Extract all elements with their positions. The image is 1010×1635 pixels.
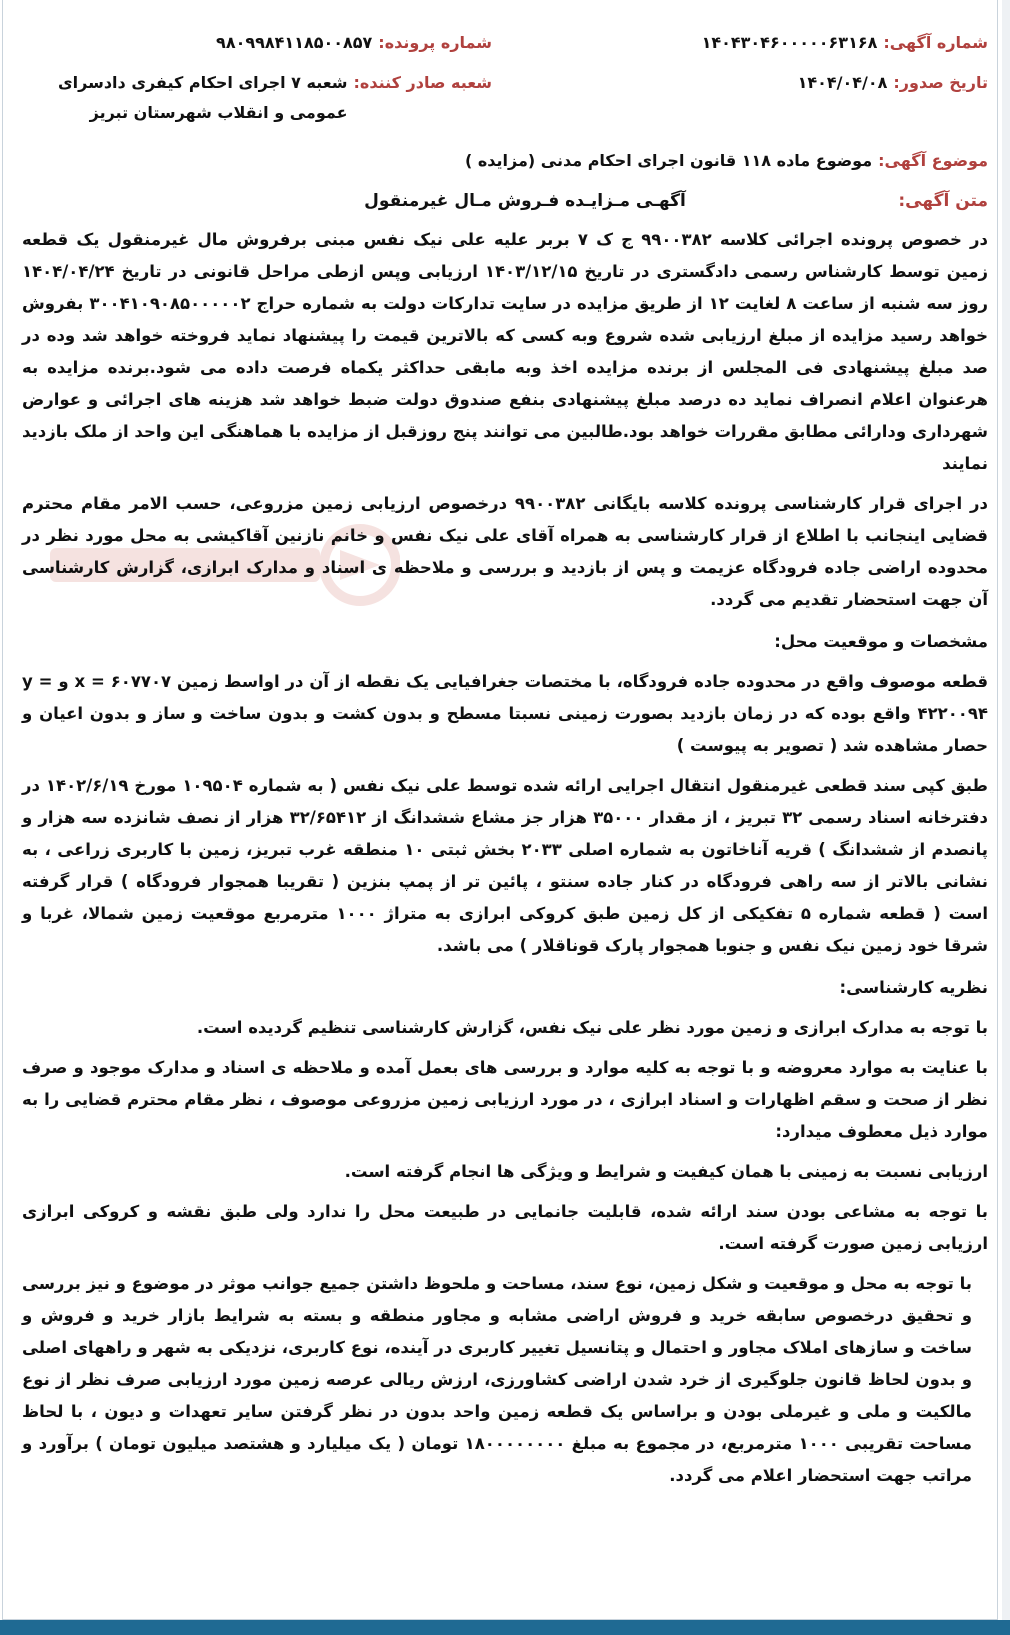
meta-row-1 xyxy=(22,28,988,58)
paragraph-opinion-4: با توجه به مشاعی بودن سند ارائه شده، قابلیت جانمایی در طبیعت محل را ندارد ولی طبق نقشه و کروکی ابرازی ارزیابی زمین صورت گرفته است. xyxy=(22,1202,988,1253)
notice-title: آگهـی مـزایـده فـروش مـال غیرمنقول xyxy=(364,191,686,211)
issue-date-label: تاریخ صدور: xyxy=(893,73,988,92)
case-number: ۹۸۰۹۹۸۴۱۱۸۵۰۰۸۵۷ xyxy=(216,33,373,52)
paragraph-appraisal-order: در اجرای قرار کارشناسی پرونده کلاسه بایگانی ۹۹۰۰۳۸۲ درخصوص ارزیابی زمین مزروعی، حسب الامر مقام محترم قضایی اینجانب با اطلاع از قرار کارشناسی به همراه آقای علی نیک نفس و خانم نازنین آقاکیشی به محل مورد نظر در محدوده اراضی جاده فرودگاه عزیمت و پس از بازدید و بررسی و ملاحظه ی اسناد و مدارک ابرازی، گزارش کارشناسی آن جهت استحضار تقدیم می گردد. xyxy=(22,494,988,609)
issuer-label: شعبه صادر کننده: xyxy=(353,73,492,92)
case-number-label: شماره پرونده: xyxy=(378,33,492,52)
issue-date: ۱۴۰۴/۰۴/۰۸ xyxy=(797,73,888,92)
paragraph-valuation: با توجه به محل و موقعیت و شکل زمین، نوع سند، مساحت و ملحوظ داشتن جمیع جوانب موثر در موضوع و نیز بررسی و تحقیق درخصوص سابقه خرید و فروش اراضی مشابه و مجاور منطقه و بسته به شرایط بازار خرید و فروش و ساخت و سازهای املاک مجاور و احتمال و پتانسیل تغییر کاربری در آینده، نوع کاربری، نزدیکی به شهر و راههای اصلی و بدون لحاظ قانون جلوگیری از خرد شدن اراضی کشاورزی، ارزش ریالی عرصه زمین مورد ارزیابی صرف نظر از نوع مالکیت و ملی و غیرملی بودن و براساس یک قطعه زمین واحد بدون در نظر گرفتن سایر تعهدات و دیون ، با لحاظ مساحت تقریبی ۱۰۰۰ مترمربع، در مجموع به مبلغ ۱۸۰۰۰۰۰۰۰۰ تومان ( یک میلیارد و هشتصد میلیون تومان ) برآورد و مراتب جهت استحضار اعلام می گردد. xyxy=(22,1274,972,1485)
scrollbar[interactable] xyxy=(1002,0,1010,1620)
meta-row-2 xyxy=(22,68,988,128)
issue-date-field xyxy=(798,68,988,98)
paragraph-opinion-3: ارزیابی نسبت به زمینی با همان کیفیت و شرایط و ویژگی ها انجام گرفته است. xyxy=(344,1162,988,1181)
bottom-bar xyxy=(0,1620,1010,1635)
heading-expert-opinion: نظریه کارشناسی: xyxy=(839,978,988,997)
paragraph-coordinates: قطعه موصوف واقع در محدوده جاده فرودگاه، با مختصات جغرافیایی یک نقطه از آن در اواسط زمین x = ۶۰۷۷۰۷ و y = ۴۲۲۰۰۹۴ واقع بوده که در زمان بازدید بصورت زمینی نسبتا مسطح و بدون کشت و بدون ساخت و ساز و بدون اعیان و حصار مشاهده شد ( تصویر به پیوست ) xyxy=(22,672,989,755)
paragraph-deed: طبق کپی سند قطعی غیرمنقول انتقال اجرایی ارائه شده توسط علی نیک نفس ( به شماره ۱۰۹۵۰۴ مورخ ۱۴۰۲/۶/۱۹ در دفترخانه اسناد رسمی ۳۲ تبریز ، از مقدار ۳۵۰۰۰ هزار جز مشاع ششدانگ از ۳۲/۶۵۴۱۲ هزار از نصف شانزده سه هزار و پانصدم از ششدانگ ) قریه آناخاتون به شماره اصلی ۲۰۳۳ بخش ثبتی ۱۰ منطقه غرب تبریز، زمین با کاربری زراعی ، به نشانی بالاتر از سه راهی فرودگاه در کنار جاده سنتو ، پائین تر از پمپ بنزین ( تقریبا همجوار فرودگاه ) قرار گرفته است ( قطعه شماره ۵ تفکیکی از کل زمین طبق کروکی ابرازی به متراژ ۱۰۰۰ مترمربع موقعیت زمین شمالا، غربا و شرقا خود زمین نیک نفس و جنوبا همجوار پارک قوناقلار ) می باشد. xyxy=(22,776,989,955)
subject-field xyxy=(22,146,988,176)
subject-label: موضوع آگهی: xyxy=(878,151,988,170)
case-number-field xyxy=(22,28,492,58)
issuer: شعبه ۷ اجرای احکام کیفری دادسرای عمومی و انقلاب شهرستان تبریز xyxy=(58,73,348,122)
notice-number: ۱۴۰۴۳۰۴۶۰۰۰۰۰۶۳۱۶۸ xyxy=(701,33,878,52)
paragraph-opinion-2: با عنایت به موارد معروضه و با توجه به کلیه موارد و بررسی های بعمل آمده و ملاحظه ی اسناد و مدارک موجود و صرف نظر از صحت و سقم اظهارات و اسناد ابرازی ، در مورد ارزیابی زمین مزروعی موصوف ، نظر مقام محترم قضایی را به موارد ذیل معطوف میدارد: xyxy=(22,1058,988,1141)
issuer-field xyxy=(22,68,492,128)
notice-title-row xyxy=(22,186,988,216)
heading-location: مشخصات و موقعیت محل: xyxy=(774,632,988,651)
notice-content xyxy=(22,28,988,1492)
text-label: متن آگهی: xyxy=(898,191,988,211)
subject: موضوع ماده ۱۱۸ قانون اجرای احکام مدنی (مزایده ) xyxy=(464,151,873,170)
paragraph-opinion-1: با توجه به مدارک ابرازی و زمین مورد نظر علی نیک نفس، گزارش کارشناسی تنظیم گردیده است. xyxy=(196,1018,988,1037)
notice-number-field xyxy=(702,28,988,58)
paragraph-auction: در خصوص پرونده اجرائی کلاسه ۹۹۰۰۳۸۲ ج ک ۷ بربر علیه علی نیک نفس مبنی برفروش مال غیرمنقول یک قطعه زمین توسط کارشناس رسمی دادگستری در تاریخ ۱۴۰۳/۱۲/۱۵ ارزیابی وپس ازطی مراحل قانونی در تاریخ ۱۴۰۴/۰۴/۲۴ روز سه شنبه از ساعت ۸ لغایت ۱۲ از طریق مزایده در سایت تدارکات دولت به شماره حراج ۳۰۰۴۱۰۹۰۸۵۰۰۰۰۰۲ بفروش خواهد رسید مزایده از مبلغ ارزیابی شده شروع وبه کسی که بالاترین قیمت را پیشنهاد نماید فروخته خواهد شد وده در صد مبلغ پیشنهادی فی المجلس از برنده مزایده اخذ وبه مابقی حداکثر یکماه فرصت داده می شود.برنده مزایده به هرعنوان اعلام انصراف نماید ده درصد مبلغ پیشنهادی بنفع صندوق دولت ضبط خواهد شد هزینه های اجرائی و عوارض شهرداری ودارائی مطابق مقررات خواهد بود.طالبین می توانند پنج روزقبل از مزایده با هماهنگی این واحد از ملک بازدید نمایند xyxy=(22,230,989,473)
notice-number-label: شماره آگهی: xyxy=(883,33,988,52)
